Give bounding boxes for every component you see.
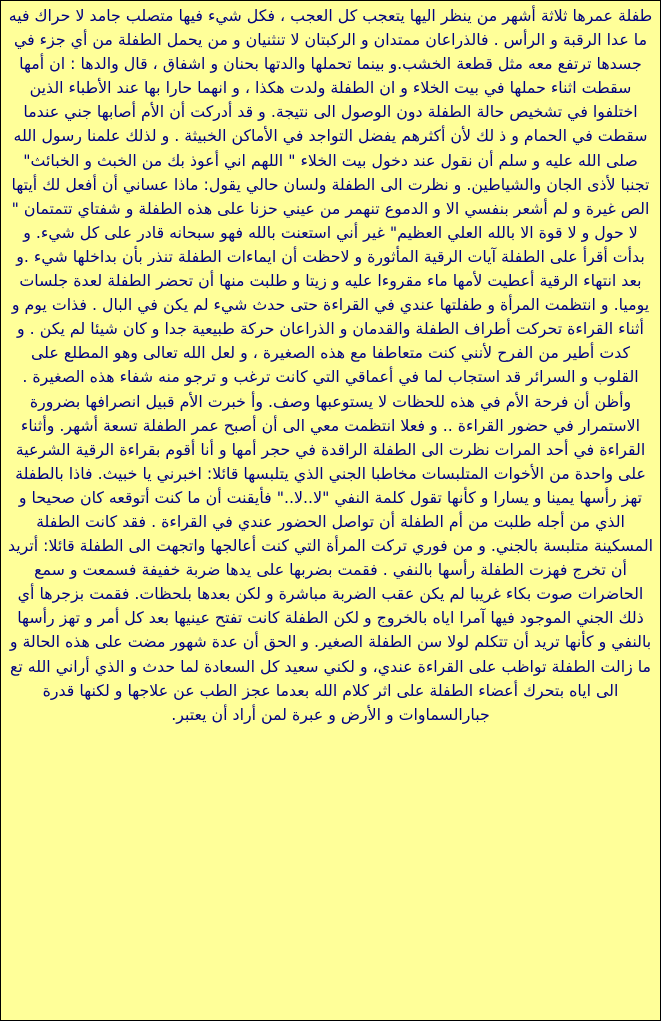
article-text-block [7,4,654,727]
article-paragraph: طفلة عمرها ثلاثة أشهر من ينظر اليها يتعجب كل العجب ، فكل شيء فيها متصلب جامد لا حراك فيه ما عدا الرقبة و الرأس . فالذراعان ممتدان و الركبتان لا تنثنيان و من يحمل الطفلة من أي جزء في جسدها ترتفع معه مثل قطعة الخشب.و بينما تحملها والدتها بحنان و اشفاق ، قال والدها : ان أمها سقطت اثناء حملها في بيت الخلاء و ان الطفلة ولدت هكذا ، و انهما حارا بها عند الأطباء الذين اختلفوا في تشخيص حالة الطفلة دون الوصول الى نتيجة. و قد أدركت أن الأم أصابها جني عندما سقطت في الحمام و ذ لك لأن أكثرهم يفضل التواجد في الأماكن الخبيثة . و لذلك علمنا رسول الله صلى الله عليه و سلم أن نقول عند دخول بيت الخلاء " اللهم اني أعوذ بك من الخبث و الخبائث" تجنبا لأذى الجان والشياطين. و نظرت الى الطفلة ولسان حالي يقول: ماذا عساني أن أفعل لك أيتها الص غيرة و لم أشعر بنفسي الا و الدموع تنهمر من عيني حزنا على هذه الطفلة و شفتاي تتمتمان " لا حول و لا قوة الا بالله العلي العظيم" غير أني استعنت بالله فهو سبحانه قادر على كل شيء. و بدأت أقرأ على الطفلة آيات الرقية المأثورة و لاحظت أن ايماءات الطفلة تنذر بأن بداخلها شيء .و بعد انتهاء الرقية أعطيت لأمها ماء مقروءا عليه و زيتا و طلبت منها أن تحضر الطفلة لعدة جلسات يوميا. و انتظمت المرأة و طفلتها عندي في القراءة حتى حدث شيء لم يكن في البال . فذات يوم و أثناء القراءة تحركت أطراف الطفلة والقدمان و الذراعان حركة طبيعية جدا و كان شيئا لم يكن . و كدت أطير من الفرح لأنني كنت متعاطفا مع هذه الصغيرة ، و لعل الله تعالى وهو المطلع على القلوب و السرائر قد استجاب لما في أعماقي التي كانت ترغب و ترجو منه شفاء هذه الصغيرة . وأظن أن فرحة الأم في هذه للحظات لا يستوعبها وصف. وأ خبرت الأم قبيل انصرافها بضرورة الاستمرار في حضور القراءة .. و فعلا انتظمت معي الى أن أصبح عمر الطفلة تسعة أشهر. وأثناء القراءة في أحد المرات نظرت الى الطفلة الراقدة في حجر أمها و أنا أقوم بقراءة الرقية الشرعية على واحدة من الأخوات المتلبسات مخاطبا الجني الذي يتلبسها قائلا: اخبرني يا خبيث. فاذا بالطفلة تهز رأسها يمينا و يسارا و كأنها تقول كلمة النفي "لا..لا.." فأيقنت أن ما كنت أتوقعه كان صحيحا و الذي من أجله طلبت من أم الطفلة أن تواصل الحضور عندي في القراءة . فقد كانت الطفلة المسكينة متلبسة بالجني. و من فوري تركت المرأة التي كنت أعالجها واتجهت الى الطفلة قائلا: أتريد أن تخرج فهزت الطفلة رأسها بالنفي . فقمت بضربها على يدها ضربة خفيفة فسمعت و سمع الحاضرات صوت بكاء غريبا لم يكن عقب الضربة مباشرة و لكن بعدها بلحظات. فقمت بزجرها أي ذلك الجني الموجود فيها آمرا اياه بالخروج و لكن الطفلة كانت تفتح عينيها بعد كل أمر و تهز رأسها بالنفي و كأنها تريد أن تتكلم لولا سن الطفلة الصغير. و الحق أن عدة شهور مضت على هذه الحالة و ما زالت الطفلة تواظب على القراءة عندي، و لكني سعيد كل السعادة لما حدث و الذي أراني الله تع الى اياه بتحرك أعضاء الطفلة على اثر كلام الله بعدما عجز الطب عن علاجها و لكنها قدرة جبارالسماوات و الأرض و عبرة لمن أراد أن يعتبر. [7,6,654,724]
